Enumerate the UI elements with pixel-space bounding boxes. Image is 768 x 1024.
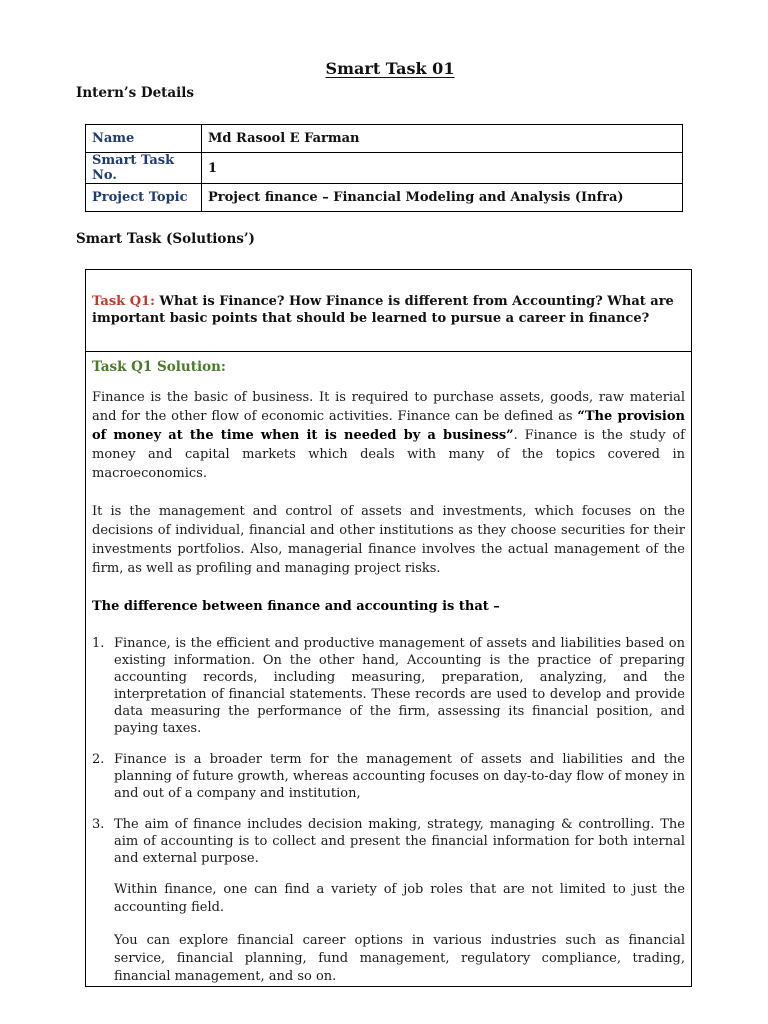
para1-quote: “The provision of money at the time when it is needed by a business”	[92, 409, 685, 443]
difference-heading: The difference between finance and accounting is that –	[92, 599, 500, 614]
document-title: Smart Task 01	[325, 59, 455, 78]
interns-details-heading: Intern’s Details	[76, 85, 195, 101]
list-item	[92, 635, 685, 737]
paragraph-job-roles: Within finance, one can find a variety of job roles that are not limited to just the accounting field.	[114, 882, 685, 915]
list-number: 1.	[92, 636, 105, 651]
task-no-value: 1	[202, 153, 683, 184]
solutions-heading: Smart Task (Solutions’)	[76, 231, 255, 247]
name-key: Name	[86, 125, 202, 153]
interns-details-table	[85, 124, 683, 212]
list-text: Finance is a broader term for the management of assets and liabilities and the planning of future growth, whereas accounting focuses on day-to-day flow of money in and out of a company and institution,	[114, 752, 685, 801]
paragraph-career-options: You can explore financial career options in various industries such as financial service, financial planning, fund management, regulatory compliance, trading, financial management, and so on.	[114, 933, 685, 984]
project-topic-key: Project Topic	[86, 184, 202, 212]
task-question	[86, 270, 691, 352]
list-item	[92, 816, 685, 867]
paragraph-definition	[92, 388, 685, 483]
solution-label: Task Q1 Solution:	[92, 359, 226, 375]
list-number: 2.	[92, 752, 105, 767]
project-topic-value: Project finance – Financial Modeling and Analysis (Infra)	[202, 184, 683, 212]
table-row	[86, 184, 683, 212]
list-text: Finance, is the efficient and productive management of assets and liabilities based on existing information. On the other hand, Accounting is the practice of preparing accounting records, including measuring, preparation, analyzing, and the interpretation of financial statements. These records are used to develop and provide data measuring the performance of the firm, assessing its financial position, and paying taxes.	[114, 636, 685, 736]
question-label: Task Q1:	[92, 294, 155, 309]
difference-list	[92, 635, 685, 867]
list-number: 3.	[92, 817, 105, 832]
list-item	[92, 751, 685, 802]
paragraph-management: It is the management and control of assets and investments, which focuses on the decisions of individual, financial and other institutions as they choose securities for their investments portfolios. Also, managerial finance involves the actual management of the firm, as well as profiling and managing project risks.	[92, 504, 685, 576]
name-value: Md Rasool E Farman	[202, 125, 683, 153]
list-text: The aim of finance includes decision making, strategy, managing & controlling. The aim of accounting is to collect and present the financial information for both internal and external purpose.	[114, 817, 685, 866]
task-box	[85, 269, 692, 987]
para1-end: . Finance is the study of money and capital markets which deals with many of the topics covered in macroeconomics.	[92, 428, 685, 481]
task-no-key: Smart Task No.	[86, 153, 202, 184]
question-text: What is Finance? How Finance is different from Accounting? What are important basic points that should be learned to pursue a career in finance?	[92, 294, 674, 326]
para1-start: Finance is the basic of business. It is required to purchase assets, goods, raw material and for the other flow of economic activities. Finance can be defined as	[92, 390, 685, 424]
table-row	[86, 153, 683, 184]
table-row	[86, 125, 683, 153]
solution-content	[92, 358, 685, 1001]
